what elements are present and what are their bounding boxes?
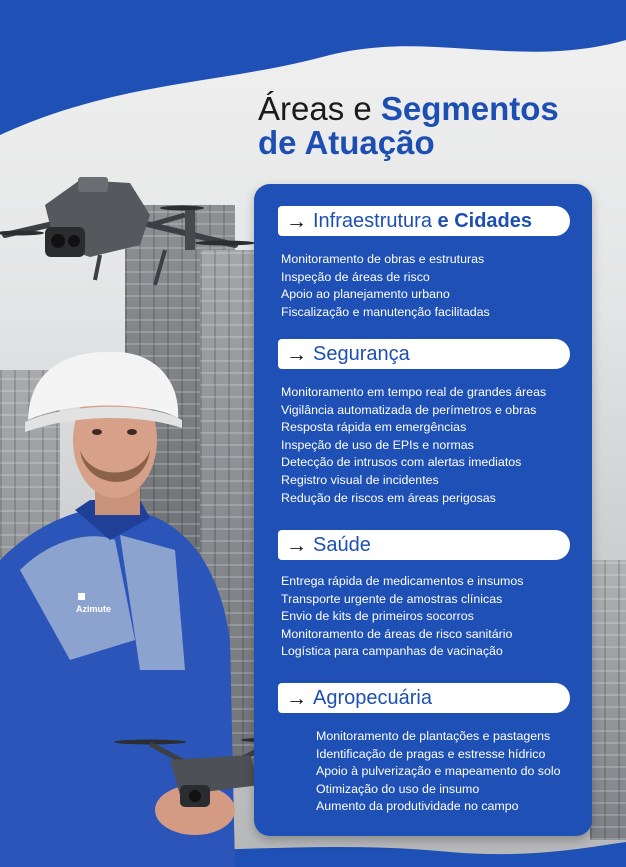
list-item: Detecção de intrusos com alertas imediatos <box>281 455 522 470</box>
section-title: Agropecuária <box>313 686 432 709</box>
list-item: Aumento da produtividade no campo <box>316 799 519 814</box>
list-item: Envio de kits de primeiros socorros <box>281 609 474 624</box>
company-logo-text: Azimute <box>76 604 112 614</box>
list-item: Inspeção de áreas de risco <box>281 269 430 284</box>
list-item: Registro visual de incidentes <box>281 472 439 487</box>
drone-icon <box>0 175 265 295</box>
section-title: Saúde <box>313 533 371 556</box>
section-list-seguranca <box>281 384 546 507</box>
arrow-right-icon: → <box>286 533 307 557</box>
section-header-infraestrutura <box>278 206 570 236</box>
list-item: Monitoramento de plantações e pastagens <box>316 729 551 743</box>
list-item: Monitoramento de áreas de risco sanitário <box>281 626 513 641</box>
section-list-saude <box>281 573 523 661</box>
list-item: Redução de riscos em áreas perigosas <box>281 490 496 505</box>
list-item: Resposta rápida em emergências <box>281 420 467 435</box>
arrow-right-icon: → <box>286 209 307 233</box>
arrow-right-icon: → <box>286 686 307 710</box>
section-header-saude <box>278 530 570 560</box>
list-item: Fiscalização e manutenção facilitadas <box>281 304 490 319</box>
section-list-agropecuaria <box>316 728 561 816</box>
list-item: Apoio à pulverização e mapeamento do solo <box>316 764 561 779</box>
list-item: Inspeção de uso de EPIs e normas <box>281 437 474 452</box>
section-title: Infraestrutura e Cidades <box>313 209 532 232</box>
title-line1: Áreas e <box>258 90 381 127</box>
list-item: Apoio ao planejamento urbano <box>281 287 450 302</box>
section-list-infraestrutura <box>281 251 490 321</box>
arrow-right-icon: → <box>286 342 307 366</box>
title-highlight: Segmentos <box>380 90 559 127</box>
list-item: Vigilância automatizada de perímetros e obras <box>281 402 537 417</box>
section-header-seguranca <box>278 339 570 369</box>
section-title: Segurança <box>313 342 410 365</box>
section-header-agropecuaria <box>278 683 570 713</box>
title-line2: de Atuação <box>258 124 435 161</box>
skyscraper <box>590 560 626 840</box>
list-item: Otimização do uso de insumo <box>316 781 480 796</box>
page-title <box>258 92 559 160</box>
list-item: Transporte urgente de amostras clínicas <box>281 591 503 606</box>
list-item: Monitoramento de obras e estruturas <box>281 252 485 266</box>
list-item: Identificação de pragas e estresse hídrico <box>316 746 546 761</box>
list-item: Monitoramento em tempo real de grandes áreas <box>281 385 547 399</box>
list-item: Logística para campanhas de vacinação <box>281 644 503 659</box>
list-item: Entrega rápida de medicamentos e insumos <box>281 574 524 588</box>
